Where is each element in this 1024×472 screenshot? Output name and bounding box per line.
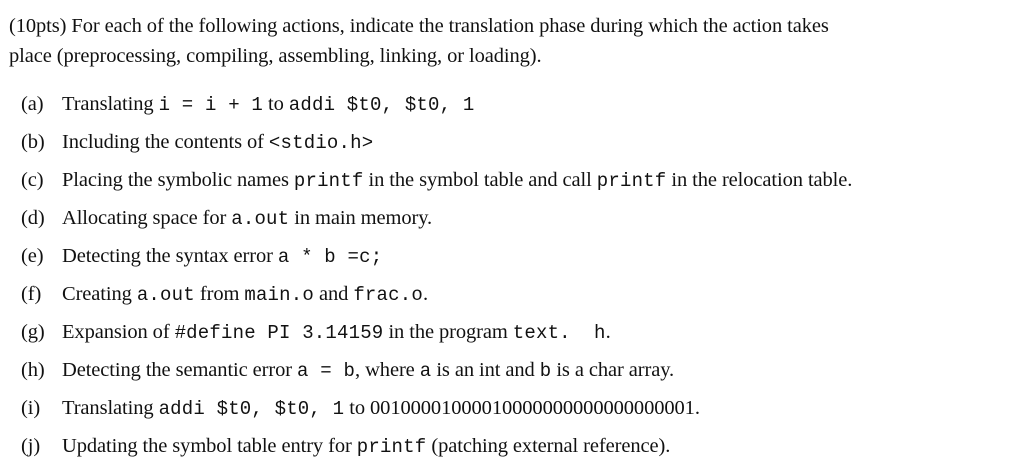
item-code: <stdio.h> (268, 132, 374, 154)
item-text: Expansion of (62, 321, 175, 343)
question-intro (9, 11, 1009, 71)
item-code: a = b (297, 360, 356, 382)
question-item-g (21, 318, 1011, 356)
item-code: a * b =c; (277, 246, 383, 268)
item-text: (patching external reference). (426, 435, 671, 457)
item-code: printf (293, 170, 364, 192)
item-code: addi $t0, $t0, 1 (158, 398, 345, 420)
item-code: a (419, 360, 432, 382)
item-code: frac.o (353, 284, 423, 306)
question-item-j (21, 432, 1011, 470)
item-text: Detecting the semantic error (62, 359, 298, 381)
item-code: b (539, 360, 552, 382)
question-item-c (21, 166, 1011, 204)
item-text: in the program (383, 321, 513, 343)
intro-line-2: place (preprocessing, compiling, assembling, linking, or loading). (9, 45, 542, 67)
item-text: Translating (62, 93, 159, 115)
item-label: (e) (21, 245, 44, 267)
item-text: in the relocation table. (666, 169, 853, 191)
item-label: (b) (21, 131, 45, 153)
item-text: . (422, 283, 428, 305)
question-item-b (21, 128, 1011, 166)
item-code: main.o (244, 284, 314, 306)
item-code: a.out (231, 208, 290, 230)
question-item-i (21, 394, 1011, 432)
item-code: printf (356, 436, 427, 458)
item-text: Updating the symbol table entry for (62, 435, 357, 457)
item-text: Placing the symbolic names (62, 169, 294, 191)
item-text: Allocating space for (62, 207, 232, 229)
question-item-f (21, 280, 1011, 318)
item-text: in main memory. (289, 207, 433, 229)
item-text: Creating (62, 283, 137, 305)
item-text: in the symbol table and call (363, 169, 597, 191)
item-label: (i) (21, 397, 41, 419)
question-list (21, 90, 1011, 470)
item-text: to (263, 93, 289, 115)
item-label: (g) (21, 321, 45, 343)
item-text: is a char array. (551, 359, 675, 381)
item-label: (h) (21, 359, 45, 381)
item-text: , where (355, 359, 420, 381)
item-label: (f) (21, 283, 42, 305)
item-label: (d) (21, 207, 45, 229)
item-label: (j) (21, 435, 41, 457)
question-item-e (21, 242, 1011, 280)
item-text: Detecting the syntax error (62, 245, 278, 267)
item-code: i = i + 1 (158, 94, 263, 116)
item-code: a.out (136, 284, 195, 306)
intro-line-1: For each of the following actions, indicate the translation phase during which the action takes (71, 15, 829, 37)
question-item-h (21, 356, 1011, 394)
item-code: addi $t0, $t0, 1 (288, 94, 475, 116)
item-text: is an int and (431, 359, 540, 381)
item-text: and (313, 283, 354, 305)
question-item-d (21, 204, 1011, 242)
item-text: Including the contents of (62, 131, 269, 153)
item-text: from (194, 283, 245, 305)
item-code: #define PI 3.14159 (174, 322, 384, 344)
item-text: Translating (62, 397, 159, 419)
item-label: (a) (21, 93, 44, 115)
points-label: (10pts) (9, 15, 67, 37)
item-text: to 00100001000010000000000000000001. (344, 397, 700, 419)
item-code: text. h (512, 322, 606, 344)
item-label: (c) (21, 169, 44, 191)
item-text: . (605, 321, 611, 343)
item-code: printf (596, 170, 667, 192)
question-item-a (21, 90, 1011, 128)
